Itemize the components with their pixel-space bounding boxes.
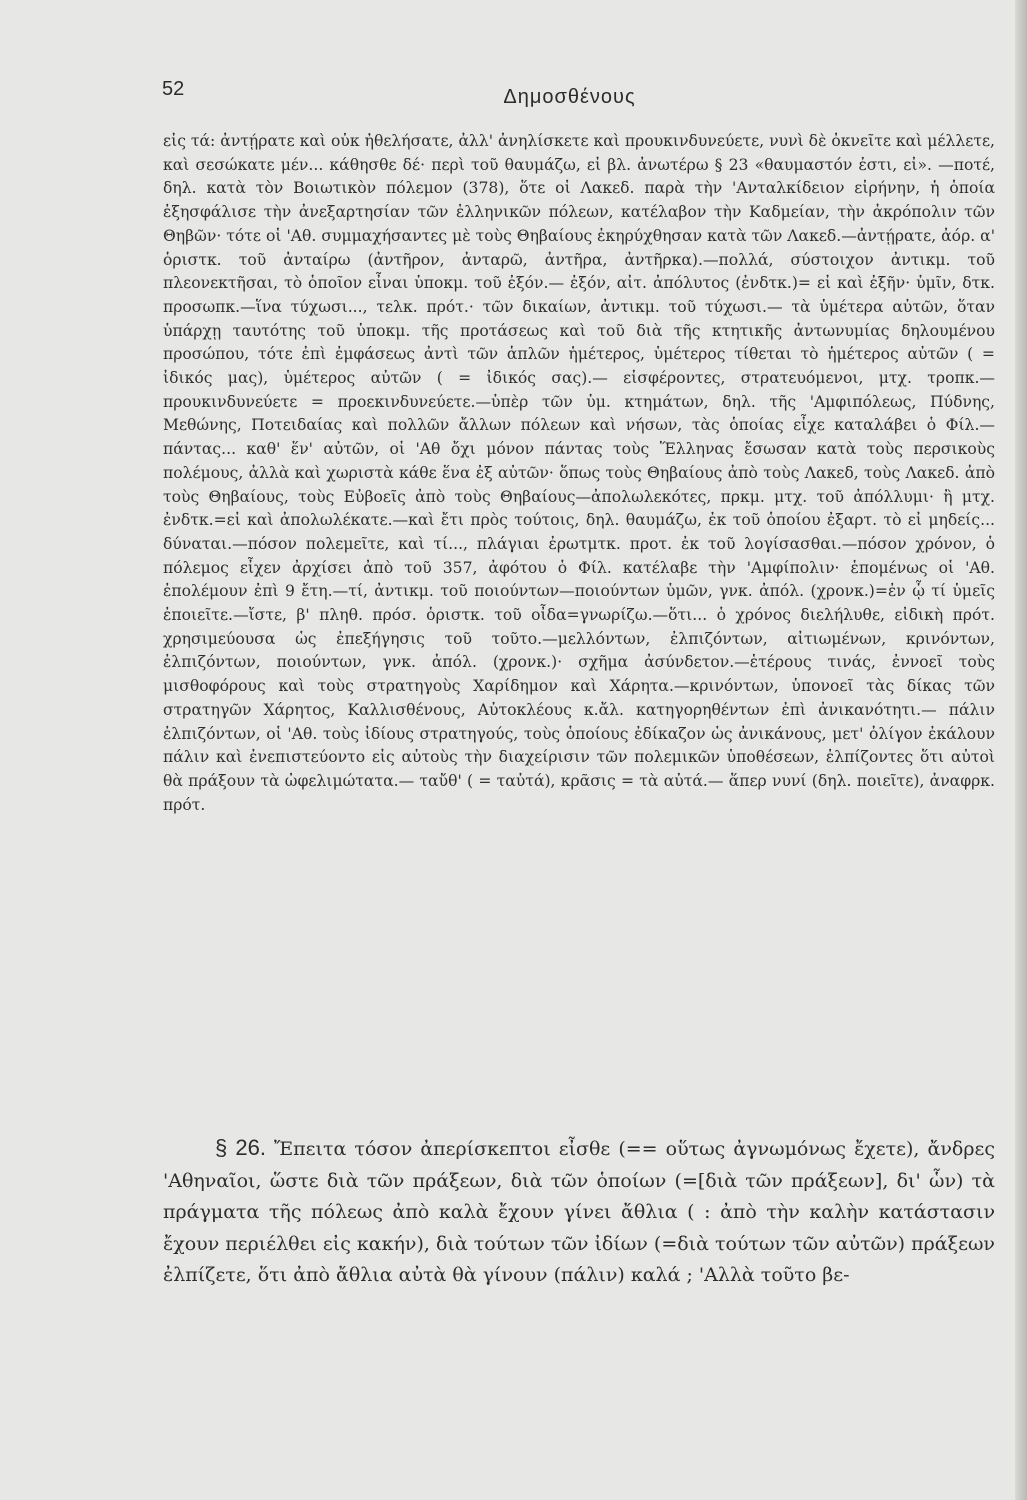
- commentary-notes: [163, 130, 995, 817]
- section-26: [163, 1132, 995, 1292]
- page-edge-shadow: [1015, 0, 1027, 1500]
- section-text: Ἔπειτα τόσον ἀπερίσκεπτοι εἶσθε (== οὕτως ἀγνωμόνως ἔχετε), ἄνδρες 'Αθηναῖοι, ὥστε διὰ τῶν πράξεων, διὰ τῶν ὁποίων (=[διὰ τῶν πράξεων], δι' ὧν) τὰ πράγματα τῆς πόλεως ἀπὸ καλὰ ἔχουν γίνει ἄθλια ( : ἀπὸ τὴν καλὴν κατάστασιν ἔχουν περιέλθει εἰς κακήν), διὰ τούτων τῶν ἰδίων (=διὰ τούτων τῶν αὐτῶν) πράξεων ἐλπίζετε, ὅτι ἀπὸ ἄθλια αὐτὰ θὰ γίνουν (πάλιν) καλά ; 'Αλλὰ τοῦτο βε-: [163, 1138, 995, 1286]
- running-title: Δημοσθένους: [503, 86, 636, 108]
- page-header: [162, 78, 977, 114]
- commentary-paragraph: εἰς τά: ἀντῄρατε καὶ οὐκ ἠθελήσατε, ἀλλ' ἀνηλίσκετε καὶ προυκινδυνεύετε, νυνὶ δὲ ὀκνεῖτε καὶ μέλλετε, καὶ σεσώκατε μέν... κάθησθε δέ· περὶ τοῦ θαυμάζω, εἰ βλ. ἀνωτέρω § 23 «θαυμαστόν ἐστι, εἰ». —ποτέ, δηλ. κατὰ τὸν Βοιωτικὸν πόλεμον (378), ὅτε οἱ Λακεδ. παρὰ τὴν 'Ανταλκίδειον εἰρήνην, ἡ ὁποία ἐξησφάλισε τὴν ἀνεξαρτησίαν τῶν ἑλληνικῶν πόλεων, κατέλαβον τὴν Καδμείαν, τὴν ἀκρόπολιν τῶν Θηβῶν· τότε οἱ 'Αθ. συμμαχήσαντες μὲ τοὺς Θηβαίους ἐκηρύχθησαν κατὰ τῶν Λακεδ.—ἀντῄρατε, ἀόρ. α' ὁριστκ. τοῦ ἀνταίρω (ἀντῆρον, ἀνταρῶ, ἀντῆρα, ἀντῆρκα).—πολλά, σύστοιχον ἀντικμ. τοῦ πλεονεκτῆσαι, τὸ ὁποῖον εἶναι ὑποκμ. τοῦ ἐξόν.— ἐξόν, αἰτ. ἀπόλυτος (ἐνδτκ.)= εἰ καὶ ἐξῆν· ὑμῖν, δτκ. προσωπκ.—ἵνα τύχωσι..., τελκ. πρότ.· τῶν δικαίων, ἀντικμ. τοῦ τύχωσι.— τὰ ὑμέτερα αὐτῶν, ὅταν ὑπάρχῃ ταυτότης τοῦ ὑποκμ. τῆς προτάσεως καὶ τοῦ διὰ τῆς κτητικῆς ἀντωνυμίας δηλουμένου προσώπου, τότε ἐπὶ ἐμφάσεως ἀντὶ τῶν ἁπλῶν ἡμέτερος, ὑμέτερος τίθεται τὸ ἡμέτερος αὐτῶν ( = ἰδικός μας), ὑμέτερος αὐτῶν ( = ἰδικός σας).— εἰσφέροντες, στρατευόμενοι, μτχ. τροπκ.—προυκινδυνεύετε = προεκινδυνεύετε.—ὑπὲρ τῶν ὑμ. κτημάτων, δηλ. τῆς 'Αμφιπόλεως, Πύδνης, Μεθώνης, Ποτειδαίας καὶ πολλῶν ἄλλων πόλεων καὶ νήσων, τὰς ὁποίας εἶχε καταλάβει ὁ Φίλ.—πάντας... καθ' ἕν' αὐτῶν, οἱ 'Αθ ὄχι μόνον πάντας τοὺς Ἕλληνας ἔσωσαν κατὰ τοὺς περσικοὺς πολέμους, ἀλλὰ καὶ χωριστὰ κάθε ἕνα ἐξ αὐτῶν· ὅπως τοὺς Θηβαίους ἀπὸ τοὺς Λακεδ, τοὺς Λακεδ. ἀπὸ τοὺς Θηβαίους, τοὺς Εὐβοεῖς ἀπὸ τοὺς Θηβαίους—ἀπολωλεκότες, πρκμ. μτχ. τοῦ ἀπόλλυμι· ἢ μτχ. ἐνδτκ.=εἰ καὶ ἀπολωλέκατε.—καὶ ἔτι πρὸς τούτοις, δηλ. θαυμάζω, ἐκ τοῦ ὁποίου ἐξαρτ. τὸ εἰ μηδείς... δύναται.—πόσον πολεμεῖτε, καὶ τί..., πλάγιαι ἐρωτμτκ. προτ. ἐκ τοῦ λογίσασθαι.—πόσον χρόνον, ὁ πόλεμος εἶχεν ἀρχίσει ἀπὸ τοῦ 357, ἀφότου ὁ Φίλ. κατέλαβε τὴν 'Αμφίπολιν· ἑπομένως οἱ 'Αθ. ἐπολέμουν ἐπὶ 9 ἔτη.—τί, ἀντικμ. τοῦ ποιούντων—ποιούντων ὑμῶν, γνκ. ἀπόλ. (χρονκ.)=ἐν ᾧ τί ὑμεῖς ἐποιεῖτε.—ἴστε, β' πληθ. πρόσ. ὁριστκ. τοῦ οἶδα=γνωρίζω.—ὅτι... ὁ χρόνος διελήλυθε, εἰδικὴ πρότ. χρησιμεύουσα ὡς ἐπεξήγησις τοῦ τοῦτο.—μελλόντων, ἐλπιζόντων, αἰτιωμένων, κρινόντων, ἐλπιζόντων, ποιούντων, γνκ. ἀπόλ. (χρονκ.)· σχῆμα ἀσύνδετον.—ἑτέρους τινάς, ἐννοεῖ τοὺς μισθοφόρους καὶ τοὺς στρατηγοὺς Χαρίδημον καὶ Χάρητα.—κρινόντων, ὑπονοεῖ τὰς δίκας τῶν στρατηγῶν Χάρητος, Καλλισθένους, Αὐτοκλέους κ.ἄλ. κατηγορηθέντων ἐπὶ ἀνικανότητι.— πάλιν ἐλπιζόντων, οἱ 'Αθ. τοὺς ἰδίους στρατηγούς, τοὺς ὁποίους ἐδίκαζον ὡς ἀνικάνους, μετ' ὀλίγον ἐκάλουν πάλιν καὶ ἐνεπιστεύοντο εἰς αὐτοὺς τὴν διαχείρισιν τῶν πολεμικῶν ὑποθέσεων, ἐλπίζοντες ὅτι αὐτοὶ θὰ πράξουν τὰ ὠφελιμώτατα.— ταὔθ' ( = ταὐτά), κρᾶσις = τὰ αὐτά.— ἅπερ νυνί (δηλ. ποιεῖτε), ἀναφρκ. πρότ.: [163, 132, 995, 814]
- section-paragraph: [163, 1132, 995, 1292]
- page-number: 52: [162, 78, 185, 100]
- section-mark: § 26.: [215, 1135, 266, 1160]
